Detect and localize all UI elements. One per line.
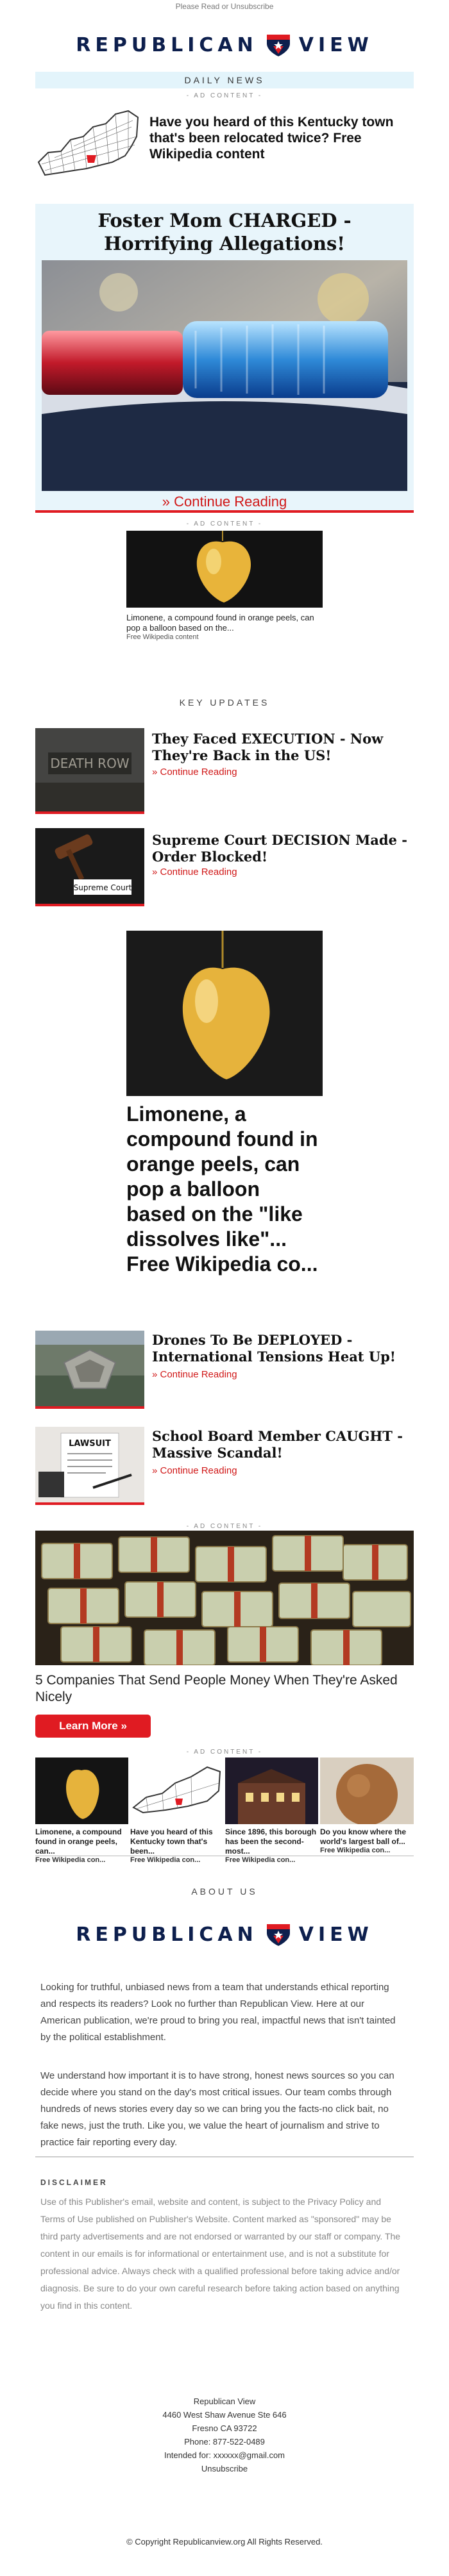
story-thumbnail [35, 828, 144, 906]
supreme-court-text: Supreme Court [73, 883, 132, 892]
story-execution[interactable] [35, 728, 414, 814]
about-us-title: ABOUT US [191, 1886, 258, 1897]
daily-news-banner: DAILY NEWS [35, 72, 414, 88]
copyright: © Copyright Republicanview.org All Rights Reserved. [126, 2537, 323, 2547]
shield-flag-icon [264, 1922, 292, 1947]
orange-balloon-image [126, 531, 323, 608]
limonene-ad-caption[interactable]: Limonene, a compound found in orange peels, can pop a balloon based on the... [126, 613, 314, 633]
ad-label: - AD CONTENT - [186, 520, 263, 528]
unsubscribe-link[interactable]: Unsubscribe [201, 2464, 248, 2473]
limonene-ad[interactable] [126, 531, 323, 641]
grid-caption[interactable]: Since 1896, this borough has been the second-most... [225, 1827, 317, 1856]
kentucky-map-image [130, 1757, 223, 1824]
grid-item[interactable] [225, 1757, 318, 1864]
grid-source: Free Wikipedia con... [130, 1856, 201, 1864]
footer-city: Fresno CA 93722 [192, 2423, 257, 2433]
grid-source: Free Wikipedia con... [320, 1847, 391, 1854]
story-supreme-court[interactable] [35, 828, 414, 914]
story-title[interactable]: Supreme Court DECISION Made - Order Blocked! [152, 832, 407, 865]
story-title[interactable]: Drones To Be DEPLOYED - International Tensions Heat Up! [152, 1332, 396, 1365]
kentucky-ad[interactable] [35, 101, 414, 191]
grid-item[interactable] [35, 1757, 128, 1864]
preheader[interactable]: Please Read or Unsubscribe [175, 2, 274, 11]
ad-label: - AD CONTENT - [186, 92, 263, 99]
kentucky-map-image [35, 101, 141, 191]
header-logo[interactable] [35, 26, 414, 64]
brand-right: VIEW [298, 1923, 373, 1946]
feature-divider [35, 510, 414, 513]
footer-intended: Intended for: xxxxxx@gmail.com [164, 2450, 285, 2460]
footer-phone: Phone: 877-522-0489 [184, 2437, 265, 2447]
disclaimer-box [35, 2156, 414, 2366]
about-paragraph: Looking for truthful, unbiased news from a team that understands ethical reporting and respects its readers? Look no further than Republican View. Here at our American publication, we're proud to bring you real, impactful news that isn't tainted by the political establishment. [40, 1982, 396, 2043]
story-cta[interactable]: » Continue Reading [152, 1465, 237, 1476]
police-light-image[interactable] [42, 260, 407, 491]
money-ad-title[interactable]: 5 Companies That Send People Money When They're Asked Nicely [35, 1673, 398, 1704]
grid-source: Free Wikipedia con... [225, 1856, 296, 1864]
grid-caption[interactable]: Do you know where the world's largest ball of... [320, 1827, 407, 1846]
story-school-board[interactable] [35, 1427, 414, 1513]
story-cta[interactable]: » Continue Reading [152, 1369, 237, 1380]
disclaimer-text: Use of this Publisher's email, website and content, is subject to the Privacy Policy and Terms of Use published on Publisher's Website. Content marked as "sponsored" may be third party advertisements and are not endorsed or warranted by our staff or company. The content in our emails is for informational or entertainment use, and is not a substitute for professional advice. Always check with a qualified professional before taking advice and/or diagnosis. Be sure to do your own careful research before taking action based on anything you find in this content. [40, 2197, 401, 2311]
twine-ball-image [320, 1757, 414, 1824]
footer-logo[interactable] [35, 1915, 414, 1954]
lawsuit-text: LAWSUIT [69, 1439, 111, 1449]
lawsuit-image [35, 1427, 144, 1502]
grid-item[interactable] [130, 1757, 223, 1864]
limonene-ad-source: Free Wikipedia content [126, 633, 199, 641]
brand-left: REPUBLICAN [76, 1923, 258, 1946]
feature-cta[interactable]: » Continue Reading [162, 494, 287, 510]
story-cta[interactable]: » Continue Reading [152, 867, 237, 877]
ad-label: - AD CONTENT - [186, 1749, 263, 1756]
death-row-text: DEATH ROW [50, 756, 130, 771]
kentucky-ad-title[interactable]: Have you heard of this Kentucky town that's been relocated twice? Free Wikipedia content [149, 115, 394, 162]
death-row-image [35, 728, 144, 811]
cash-bundles-image [35, 1531, 414, 1665]
grid-caption[interactable]: Have you heard of this Kentucky town that's been... [130, 1827, 213, 1856]
grid-caption[interactable]: Limonene, a compound found in orange peels, can... [35, 1827, 122, 1856]
limonene-large-caption[interactable]: Limonene, a compound found in orange peels, can pop a balloon based on the "like dissolves like"... Free Wikipedia co... [126, 1102, 318, 1276]
sponsored-grid [35, 1757, 414, 1864]
orange-balloon-image [35, 1757, 128, 1824]
footer-address [35, 2395, 414, 2475]
story-cta[interactable]: » Continue Reading [152, 767, 237, 777]
grid-item[interactable] [320, 1757, 414, 1854]
story-title[interactable]: They Faced EXECUTION - Now They're Back in the US! [152, 731, 384, 763]
disclaimer-title: DISCLAIMER [40, 2178, 108, 2187]
brand-left: REPUBLICAN [76, 33, 258, 56]
key-updates-title: KEY UPDATES [179, 697, 270, 708]
about-paragraph: We understand how important it is to have strong, honest news sources so you can decide where you stand on the day's most critical issues. Our team combs through hundreds of news stories every day so we can bring you the facts-no click bait, no fake news, just the truth. Like you, we value the heart of journalism and strive to practice fair reporting every day. [40, 2070, 394, 2148]
limonene-large-ad[interactable] [126, 931, 323, 1277]
story-thumbnail [35, 1331, 144, 1409]
brand-right: VIEW [298, 33, 373, 56]
shield-flag-icon [264, 32, 292, 58]
feature-story[interactable] [35, 204, 414, 513]
feature-title[interactable]: Foster Mom CHARGED - Horrifying Allegations! [97, 210, 352, 254]
story-title[interactable]: School Board Member CAUGHT - Massive Scandal! [152, 1428, 403, 1461]
footer-company: Republican View [193, 2397, 256, 2406]
story-thumbnail [35, 728, 144, 814]
gavel-image [35, 828, 144, 904]
story-thumbnail [35, 1427, 144, 1505]
footer-street: 4460 West Shaw Avenue Ste 646 [162, 2410, 287, 2420]
money-ad[interactable] [35, 1531, 414, 1742]
orange-balloon-image [126, 931, 323, 1096]
borough-building-image [225, 1757, 318, 1824]
ad-label: - AD CONTENT - [186, 1523, 263, 1530]
learn-more-button[interactable]: Learn More » [35, 1715, 151, 1738]
story-drones[interactable] [35, 1331, 414, 1417]
pentagon-image [35, 1331, 144, 1406]
grid-source: Free Wikipedia con... [35, 1856, 106, 1864]
